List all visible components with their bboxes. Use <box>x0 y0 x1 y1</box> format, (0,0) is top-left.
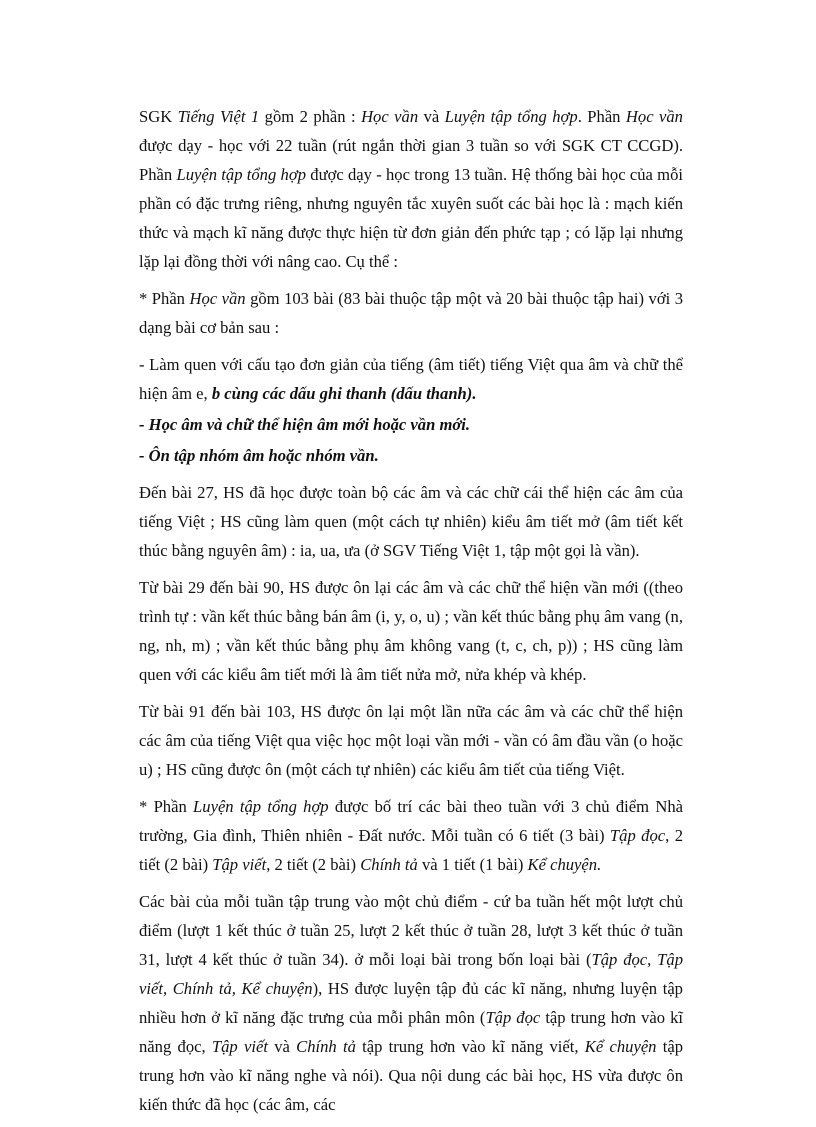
paragraph-intro: SGK Tiếng Việt 1 gồm 2 phần : Học vần và Luyện tập tổng hợp. Phần Học vần được dạy - học với 22 tuần (rút ngắn thời gian 3 tuần so với SGK CT CCGD). Phần Luyện tập tổng hợp được dạy - học trong 13 tuần. Hệ thống bài học của mỗi phần có đặc trưng riêng, nhưng nguyên tắc xuyên suốt các bài học là : mạch kiến thức và mạch kĩ năng được thực hiện từ đơn giản đến phức tạp ; có lặp lại nhưng lặp lại đồng thời với nâng cao. Cụ thể : <box>139 107 683 271</box>
paragraph-bai-27: Đến bài 27, HS đã học được toàn bộ các âm và các chữ cái thể hiện các âm của tiếng Việt ; HS cũng làm quen (một cách tự nhiên) kiểu âm tiết mở (âm tiết kết thúc bằng nguyên âm) : ia, ua, ưa (ở SGV Tiếng Việt 1, tập một gọi là vần). <box>139 483 683 560</box>
paragraph-bai-91-103: Từ bài 91 đến bài 103, HS được ôn lại một lần nữa các âm và các chữ thể hiện các âm của tiếng Việt qua việc học một loại vần mới - vần có âm đầu vần (o hoặc u) ; HS cũng được ôn (một cách tự nhiên) các kiểu âm tiết của tiếng Việt. <box>139 702 683 779</box>
paragraph-chu-diem: Các bài của mỗi tuần tập trung vào một chủ điểm - cứ ba tuần hết một lượt chủ điểm (lượt 1 kết thúc ở tuần 25, lượt 2 kết thúc ở tuần 28, lượt 3 kết thúc ở tuần 31, lượt 4 kết thúc ở tuần 34). ở mỗi loại bài trong bốn loại bài (Tập đọc, Tập viết, Chính tả, Kể chuyện), HS được luyện tập đủ các kĩ năng, nhưng luyện tập nhiều hơn ở kĩ năng đặc trưng của mỗi phân môn (Tập đọc tập trung hơn vào kĩ năng đọc, Tập viết và Chính tả tập trung hơn vào kĩ năng viết, Kể chuyện tập trung hơn vào kĩ năng nghe và nói). Qua nội dung các bài học, HS vừa được ôn kiến thức đã học (các âm, các <box>139 892 684 1114</box>
paragraph-bai-29-90: Từ bài 29 đến bài 90, HS được ôn lại các âm và các chữ thể hiện vần mới ((theo trình tự : vần kết thúc bằng bán âm (i, y, o, u) ; vần kết thúc bằng phụ âm vang (n, ng, nh, m) ; vần kết thúc bằng phụ âm không vang (t, c, ch, p)) ; HS cũng làm quen với các kiểu âm tiết mới là âm tiết nửa mở, nửa khép và khép. <box>139 578 683 684</box>
list-item-on-tap: - Ôn tập nhóm âm hoặc nhóm vần. <box>139 446 379 465</box>
document-page <box>139 102 683 1127</box>
list-item-lam-quen: - Làm quen với cấu tạo đơn giản của tiếng (âm tiết) tiếng Việt qua âm và chữ thể hiện âm e, b cùng các dấu ghi thanh (dấu thanh). <box>139 355 683 403</box>
paragraph-hoc-van: * Phần Học vần gồm 103 bài (83 bài thuộc tập một và 20 bài thuộc tập hai) với 3 dạng bài cơ bản sau : <box>139 289 683 337</box>
list-item-hoc-am: - Học âm và chữ thể hiện âm mới hoặc vần mới. <box>139 415 471 434</box>
paragraph-luyen-tap: * Phần Luyện tập tổng hợp được bố trí các bài theo tuần với 3 chủ điểm Nhà trường, Gia đình, Thiên nhiên - Đất nước. Mỗi tuần có 6 tiết (3 bài) Tập đọc, 2 tiết (2 bài) Tập viết, 2 tiết (2 bài) Chính tả và 1 tiết (1 bài) Kể chuyện. <box>139 797 683 874</box>
